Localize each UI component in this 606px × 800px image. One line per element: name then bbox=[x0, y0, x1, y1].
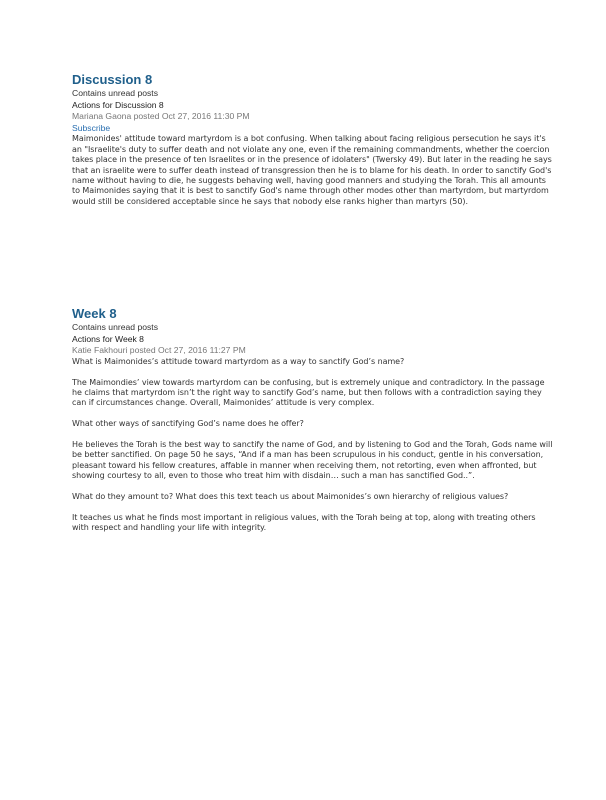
unread-indicator: Contains unread posts bbox=[72, 322, 158, 332]
post-actions-menu[interactable]: Actions for Week 8 bbox=[72, 333, 144, 344]
subscribe-link[interactable]: Subscribe bbox=[72, 122, 111, 133]
post-title[interactable]: Week 8 bbox=[72, 306, 117, 321]
unread-indicator: Contains unread posts bbox=[72, 88, 158, 98]
post-paragraph: What other ways of sanctifying God’s name does he offer? bbox=[72, 419, 304, 429]
post-paragraph: Maimonides' attitude toward martyrdom is a bot confusing. When talking about facing religious persecution he says it's an "Israelite's duty to suffer death and not violate any one, even if the remaining commandments, whether the coercion takes place in the presence of ten Israelites or in the presence of idolaters" (Twersky 49). But later in the reading he says that an israelite were to suffer death instead of transgression then he is to blame for his death. In order to sanctify God's name without having to die, he suggests behaving well, having good manners and studying the Torah. This all amounts to Maimonides saying that it is best to sanctify God's name through other modes other than martyrdom, but martyrdom would still be considered acceptable since he says that nobody else ranks higher than martyrs (50). bbox=[72, 134, 552, 206]
post-title[interactable]: Discussion 8 bbox=[72, 72, 153, 87]
post-actions-menu[interactable]: Actions for Discussion 8 bbox=[72, 99, 164, 110]
post-paragraph: The Maimondies’ view towards martyrdom can be confusing, but is extremely unique and contradictory. In the passage he claims that martyrdom isn’t the right way to sanctify God’s name, but then follows with a contradiction saying they can if circumstances change. Overall, Maimonides’ attitude is very complex. bbox=[72, 377, 545, 408]
post-author-line: Katie Fakhouri posted Oct 27, 2016 11:27 PM bbox=[72, 345, 246, 356]
post-paragraph: It teaches us what he finds most important in religious values, with the Torah being at top, along with treating others with respect and handling your life with integrity. bbox=[72, 512, 536, 533]
discussion-post bbox=[72, 72, 554, 207]
post-author-line: Mariana Gaona posted Oct 27, 2016 11:30 PM bbox=[72, 111, 250, 122]
post-paragraph: What do they amount to? What does this text teach us about Maimonides’s own hierarchy of religious values? bbox=[72, 492, 509, 501]
post-paragraph: He believes the Torah is the best way to sanctify the name of God, and by listening to God and the Torah, Gods name will be better sanctified. On page 50 he says, “And if a man has been scrupulous in his conduct, gentle in his conversation, pleasant toward his fellow creatures, affable in manner when receiving them, not retorting, even when affronted, but showing courtesy to all, even to those who treat him with disdain… such a man has sanctified God..”. bbox=[72, 439, 553, 481]
post-body bbox=[72, 134, 554, 207]
discussion-post bbox=[72, 306, 554, 544]
post-body bbox=[72, 357, 554, 534]
post-paragraph: What is Maimonides’s attitude toward martyrdom as a way to sanctify God’s name? bbox=[72, 356, 405, 366]
